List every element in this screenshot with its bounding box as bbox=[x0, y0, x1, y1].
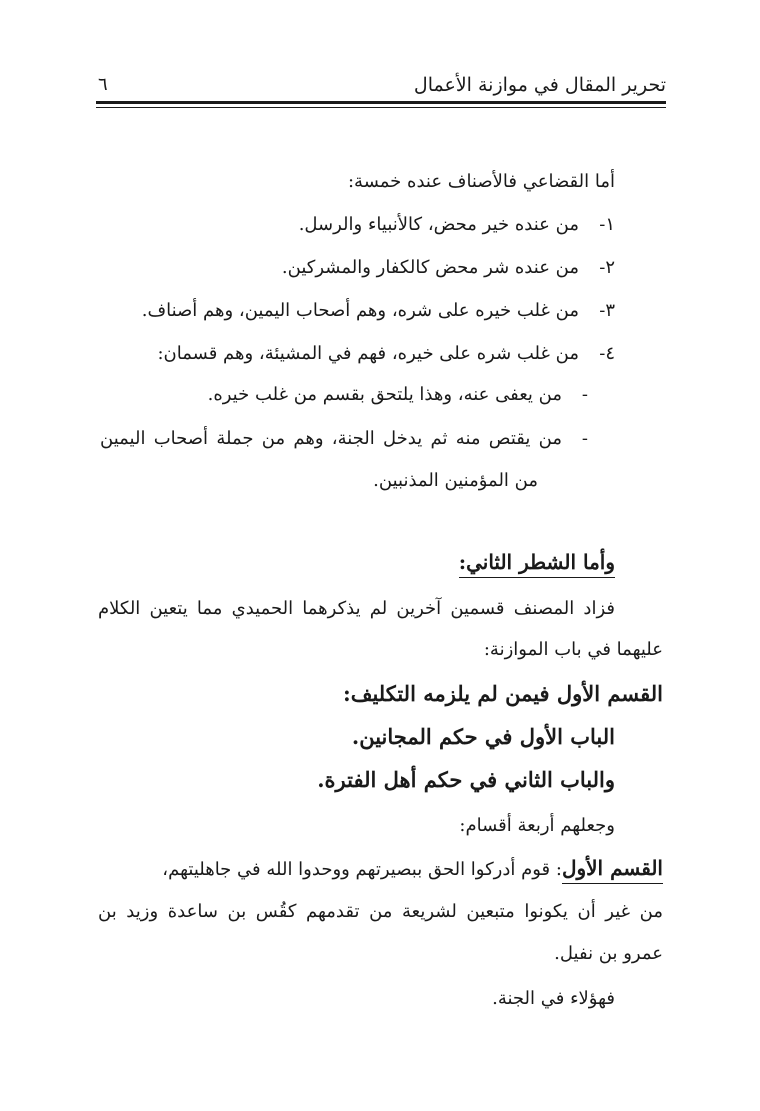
division-intro: وجعلهم أربعة أقسام: bbox=[459, 815, 615, 836]
item-number: ٢- bbox=[599, 257, 615, 278]
list-item bbox=[142, 297, 615, 325]
section-heading bbox=[459, 548, 615, 576]
conclusion: فهؤلاء في الجنة. bbox=[492, 988, 615, 1009]
item-number: ٤- bbox=[599, 343, 615, 364]
running-header bbox=[96, 68, 666, 114]
book-title: تحرير المقال في موازنة الأعمال bbox=[413, 74, 666, 96]
page-number: ٦ bbox=[98, 74, 108, 95]
item-text: من غلب شره على خيره، فهم في المشيئة، وهم قسمان: bbox=[157, 343, 579, 364]
paragraph-line: من غير أن يكونوا متبعين لشريعة من تقدمهم كقُس بن ساعدة وزيد بن bbox=[98, 901, 663, 922]
sub-item-text: من يقتص منه ثم يدخل الجنة، وهم من جملة أصحاب اليمين bbox=[100, 428, 562, 449]
list-item bbox=[299, 211, 615, 239]
list-intro: أما القضاعي فالأصناف عنده خمسة: bbox=[347, 171, 615, 192]
item-number: ٣- bbox=[599, 300, 615, 321]
list-item bbox=[282, 254, 615, 282]
paragraph-line bbox=[162, 854, 663, 884]
division-label: القسم الأول bbox=[562, 856, 663, 884]
sub-item-dash: - bbox=[581, 428, 588, 449]
sub-item bbox=[208, 381, 588, 409]
item-text: من غلب خيره على شره، وهم أصحاب اليمين، وهم أصناف. bbox=[141, 300, 579, 321]
bold-heading: الباب الأول في حكم المجانين. bbox=[351, 724, 615, 749]
header-rule-thick bbox=[96, 101, 666, 104]
header-rule-thin bbox=[96, 107, 666, 108]
section-heading-text: وأما الشطر الثاني: bbox=[459, 550, 615, 578]
paragraph-line: عمرو بن نفيل. bbox=[554, 943, 663, 964]
bold-heading: القسم الأول فيمن لم يلزمه التكليف: bbox=[342, 681, 663, 706]
item-text: من عنده خير محض، كالأنبياء والرسل. bbox=[298, 214, 579, 235]
sub-item-text: من يعفى عنه، وهذا يلتحق بقسم من غلب خيره. bbox=[207, 384, 562, 405]
division-text: : قوم أدركوا الحق ببصيرتهم ووحدوا الله في جاهليتهم، bbox=[162, 859, 562, 880]
paragraph-line: عليهما في باب الموازنة: bbox=[483, 639, 663, 660]
sub-item-continuation: من المؤمنين المذنبين. bbox=[373, 470, 538, 491]
paragraph-line: فزاد المصنف قسمين آخرين لم يذكرهما الحميدي مما يتعين الكلام bbox=[98, 598, 615, 619]
item-text: من عنده شر محض كالكفار والمشركين. bbox=[281, 257, 579, 278]
item-number: ١- bbox=[599, 214, 615, 235]
list-item bbox=[157, 340, 615, 368]
sub-item-dash: - bbox=[581, 384, 588, 405]
sub-item bbox=[100, 425, 588, 453]
bold-heading: والباب الثاني في حكم أهل الفترة. bbox=[317, 767, 615, 792]
